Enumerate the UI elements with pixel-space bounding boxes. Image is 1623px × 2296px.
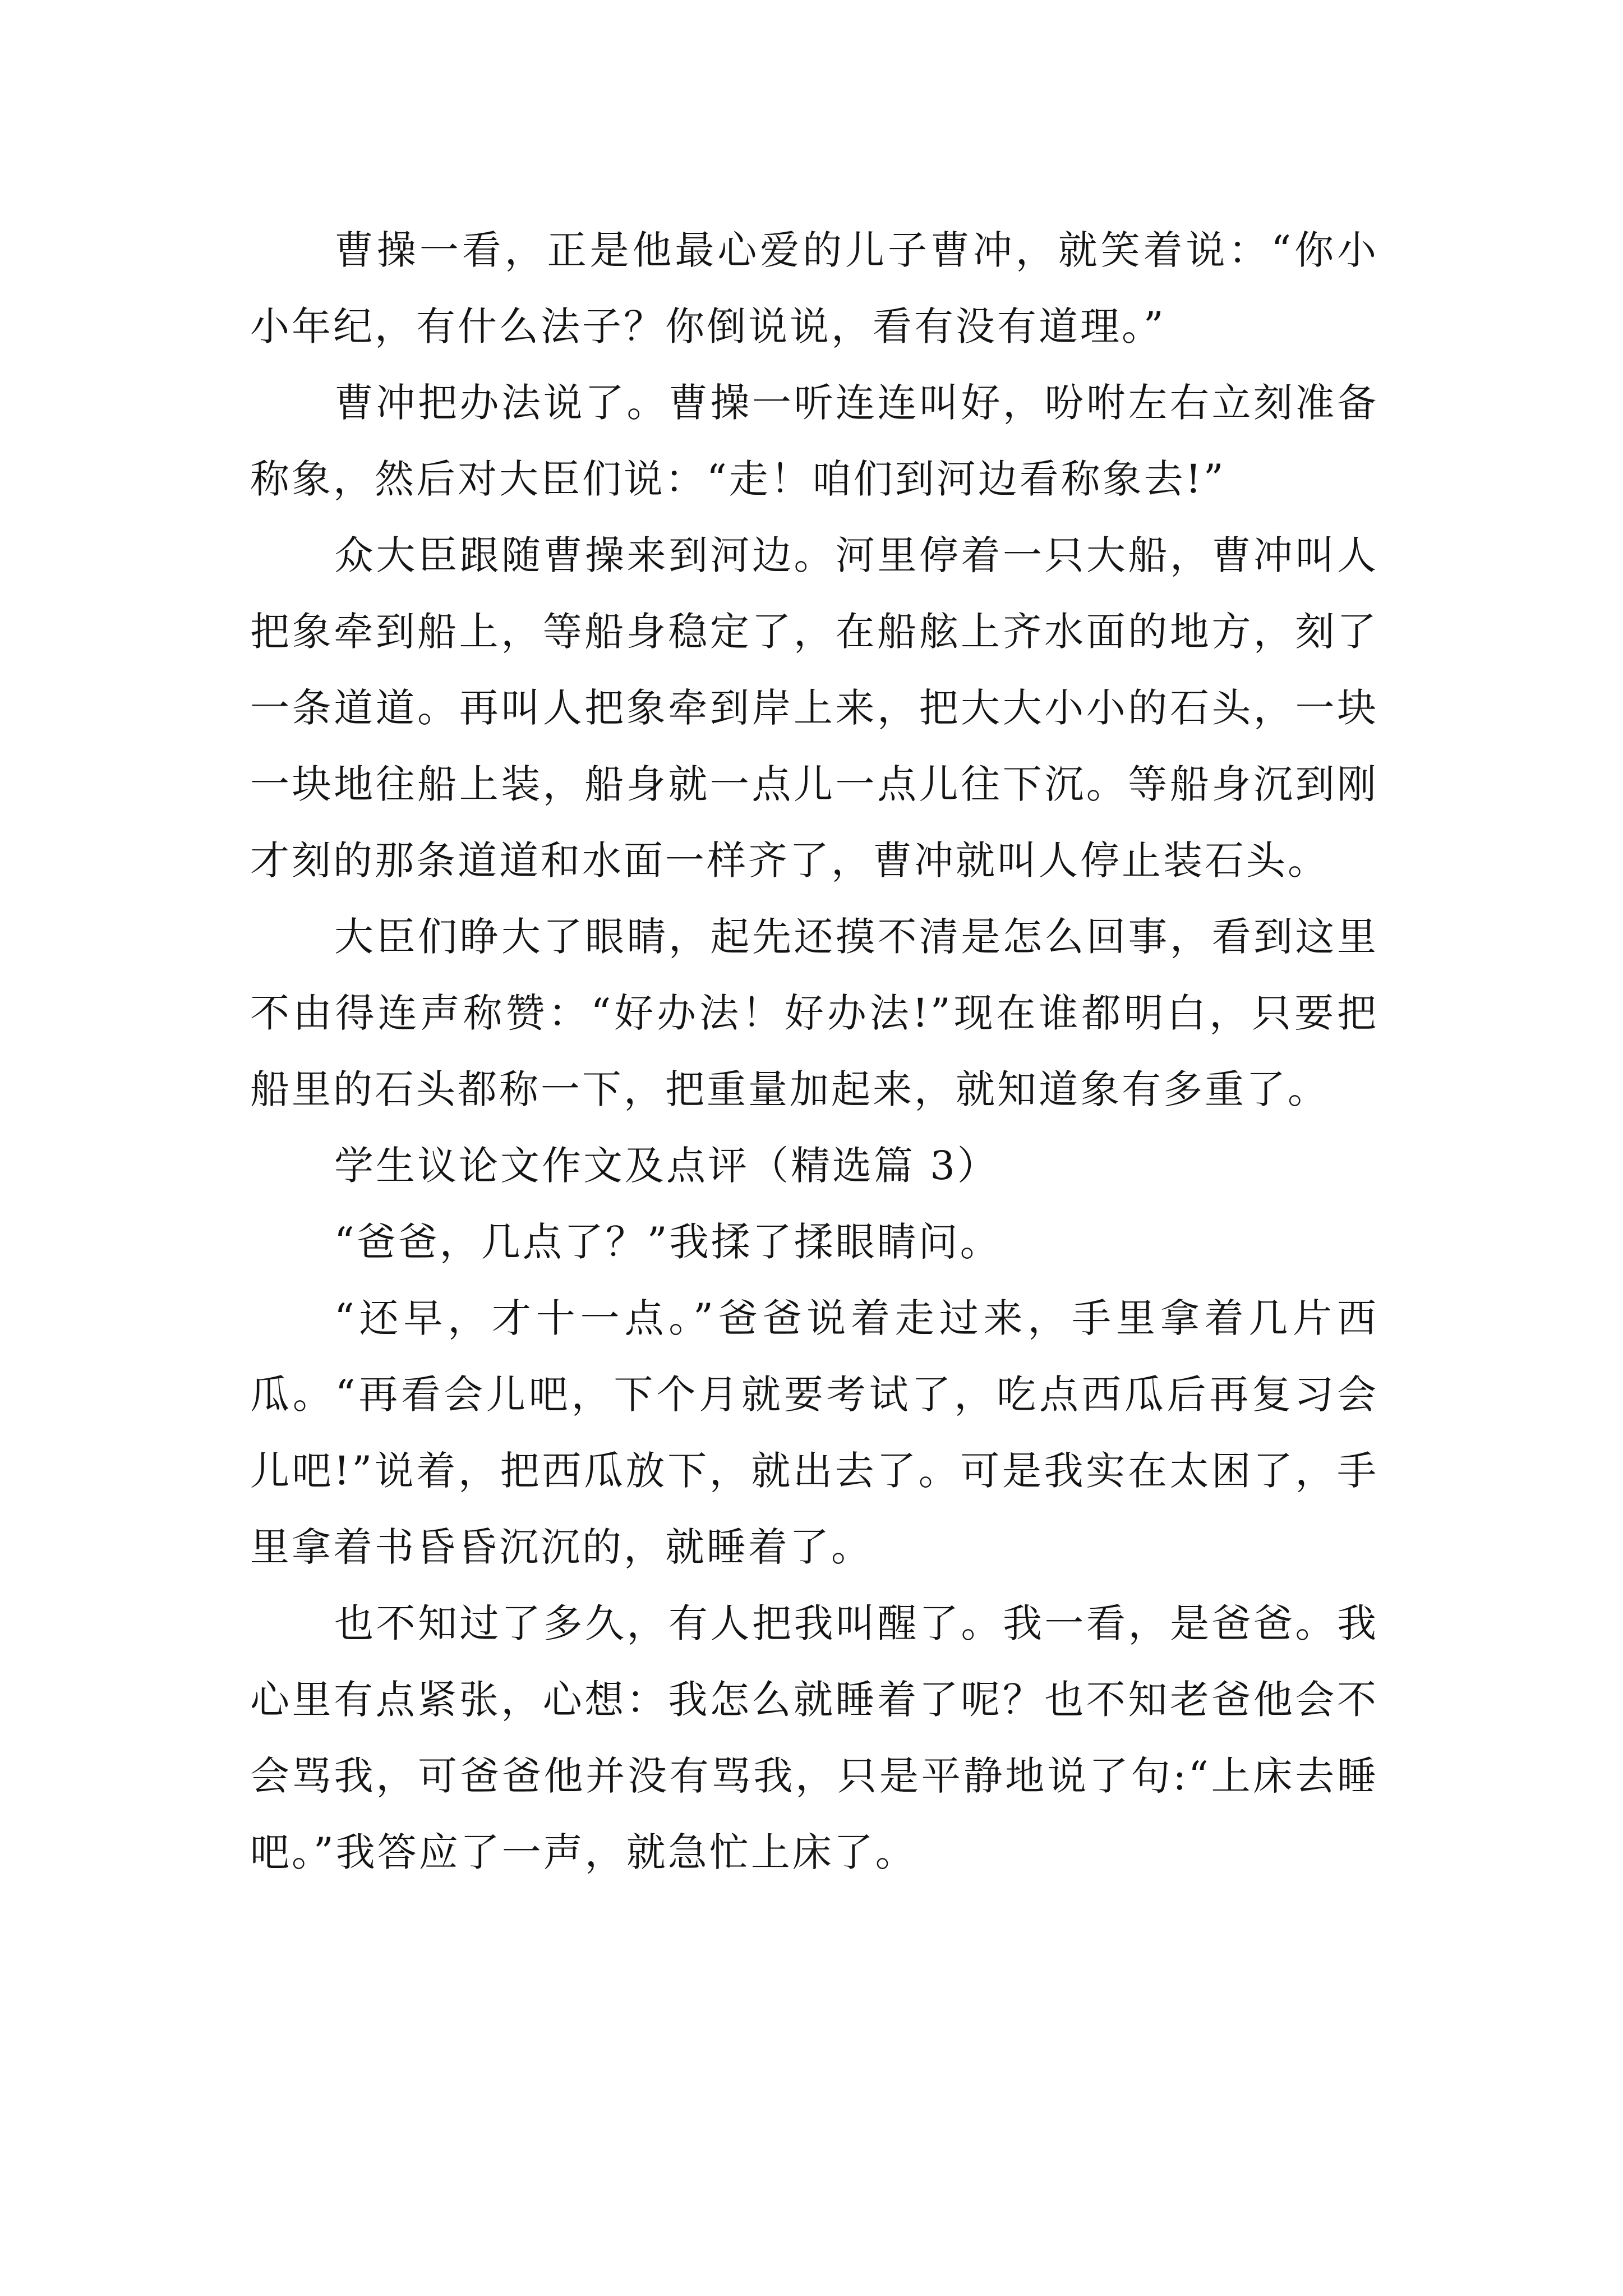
section-heading: 学生议论文作文及点评（精选篇 3） <box>334 1143 999 1189</box>
paragraph-woken-up: 也不知过了多久，有人把我叫醒了。我一看，是爸爸。我心里有点紧张，心想：我怎么就睡着了呢？也不知老爸他会不会骂我，可爸爸他并没有骂我，只是平静地说了句:“上床去睡吧。”我答应了一声，就急忙上床了。 <box>250 1600 1378 1875</box>
paragraph-watermelon: “还早，才十一点。”爸爸说着走过来，手里拿着几片西瓜。“再看会儿吧，下个月就要考试了，吃点西瓜后再复习会儿吧!”说着，把西瓜放下，就出去了。可是我实在太困了，手里拿着书昏昏沉沉的，就睡着了。 <box>250 1295 1378 1570</box>
paragraph-river-boat: 众大臣跟随曹操来到河边。河里停着一只大船，曹冲叫人把象牵到船上，等船身稳定了，在船舷上齐水面的地方，刻了一条道道。再叫人把象牵到岸上来，把大大小小的石头，一块一块地往船上装，船身就一点儿一点儿往下沉。等船身沉到刚才刻的那条道道和水面一样齐了，曹冲就叫人停止装石头。 <box>250 532 1378 884</box>
paragraph-cao-chong-explains: 曹冲把办法说了。曹操一听连连叫好，吩咐左右立刻准备称象，然后对大臣们说：“走！咱们到河边看称象去!” <box>250 380 1378 502</box>
paragraph-what-time: “爸爸，几点了？”我揉了揉眼睛问。 <box>334 1219 1002 1265</box>
document-body <box>250 212 1378 1890</box>
paragraph-cao-cao-looks: 曹操一看，正是他最心爱的儿子曹冲，就笑着说：“你小小年纪，有什么法子？你倒说说，看有没有道理。” <box>250 227 1378 349</box>
paragraph-ministers-praise: 大臣们睁大了眼睛，起先还摸不清是怎么回事，看到这里不由得连声称赞：“好办法！好办法!”现在谁都明白，只要把船里的石头都称一下，把重量加起来，就知道象有多重了。 <box>250 914 1378 1112</box>
